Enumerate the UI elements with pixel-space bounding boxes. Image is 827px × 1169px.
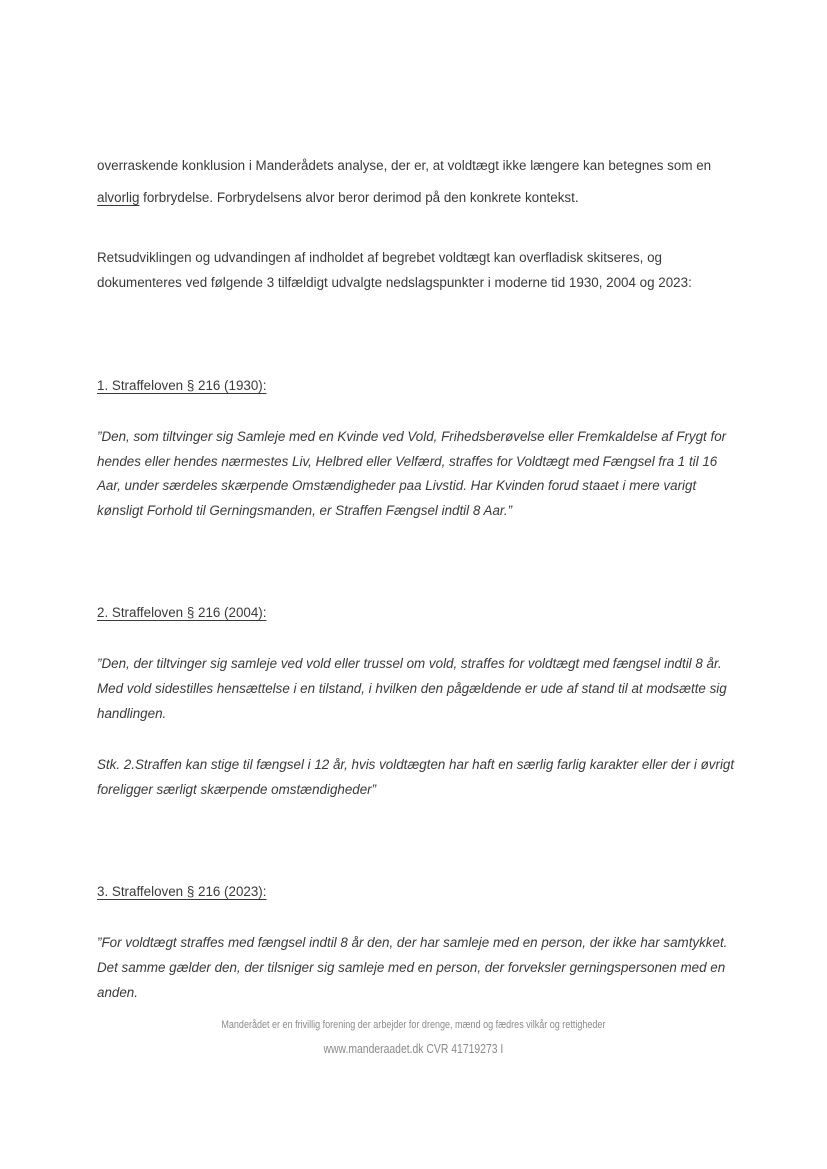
- section2-heading: 2. Straffeloven § 216 (2004):: [97, 605, 267, 620]
- intro-line-2-rest: forbrydelse. Forbrydelsens alvor beror derimod på den konkrete kontekst.: [139, 190, 579, 205]
- section2-line-1: ”Den, der tiltvinger sig samleje ved vold eller trussel om vold, straffes for voldtægt med fængsel indtil 8 år.: [97, 656, 722, 671]
- footer-tagline: Manderådet er en frivillig forening der arbejder for drenge, mænd og fædres vilkår og rettigheder: [221, 1019, 606, 1031]
- section3-heading: 3. Straffeloven § 216 (2023):: [97, 884, 267, 899]
- section1-line-4: kønsligt Forhold til Gerningsmanden, er Straffen Fængsel indtil 8 Aar.”: [97, 503, 513, 518]
- section1-line-1: ”Den, som tiltvinger sig Samleje med en Kvinde ved Vold, Frihedsberøvelse eller Fremkaldelse af Frygt for: [97, 429, 727, 444]
- section1-line-2: hendes eller hendes nærmestes Liv, Helbred eller Velfærd, straffes for Voldtægt med Fængsel fra 1 til 16: [97, 454, 718, 469]
- alvorlig-link[interactable]: alvorlig: [97, 190, 140, 205]
- section3-line-3: anden.: [97, 985, 138, 1000]
- section2-stk-line-1: Stk. 2.Straffen kan stige til fængsel i 12 år, hvis voldtægten har haft en særlig farlig karakter eller der i øvrigt: [97, 757, 735, 772]
- footer-contact: www.manderaadet.dk CVR 41719273 I: [323, 1041, 504, 1056]
- section1-heading: 1. Straffeloven § 216 (1930):: [97, 378, 267, 393]
- section2-line-2: Med vold sidestilles hensættelse i en tilstand, i hvilken den pågældende er ude af stand til at modsætte sig: [97, 681, 727, 696]
- para2-line-2: dokumenteres ved følgende 3 tilfældigt udvalgte nedslagspunkter i moderne tid 1930, 2004 og 2023:: [97, 275, 692, 290]
- para2-line-1: Retsudviklingen og udvandingen af indholdet af begrebet voldtægt kan overfladisk skitseres, og: [97, 250, 662, 265]
- section3-line-1: ”For voldtægt straffes med fængsel indtil 8 år den, der har samleje med en person, der ikke har samtykket.: [97, 935, 728, 950]
- intro-line-2: [97, 190, 579, 205]
- intro-line-1: overraskende konklusion i Manderådets analyse, der er, at voldtægt ikke længere kan betegnes som en: [97, 158, 712, 173]
- section2-stk-line-2: foreligger særligt skærpende omstændigheder”: [97, 782, 377, 797]
- section2-line-3: handlingen.: [97, 706, 167, 721]
- section3-line-2: Det samme gælder den, der tilsniger sig samleje med en person, der forveksler gerningspersonen med en: [97, 960, 726, 975]
- section1-line-3: Aar, under særdeles skærpende Omstændigheder paa Livstid. Har Kvinden forud staaet i mere varigt: [97, 478, 697, 493]
